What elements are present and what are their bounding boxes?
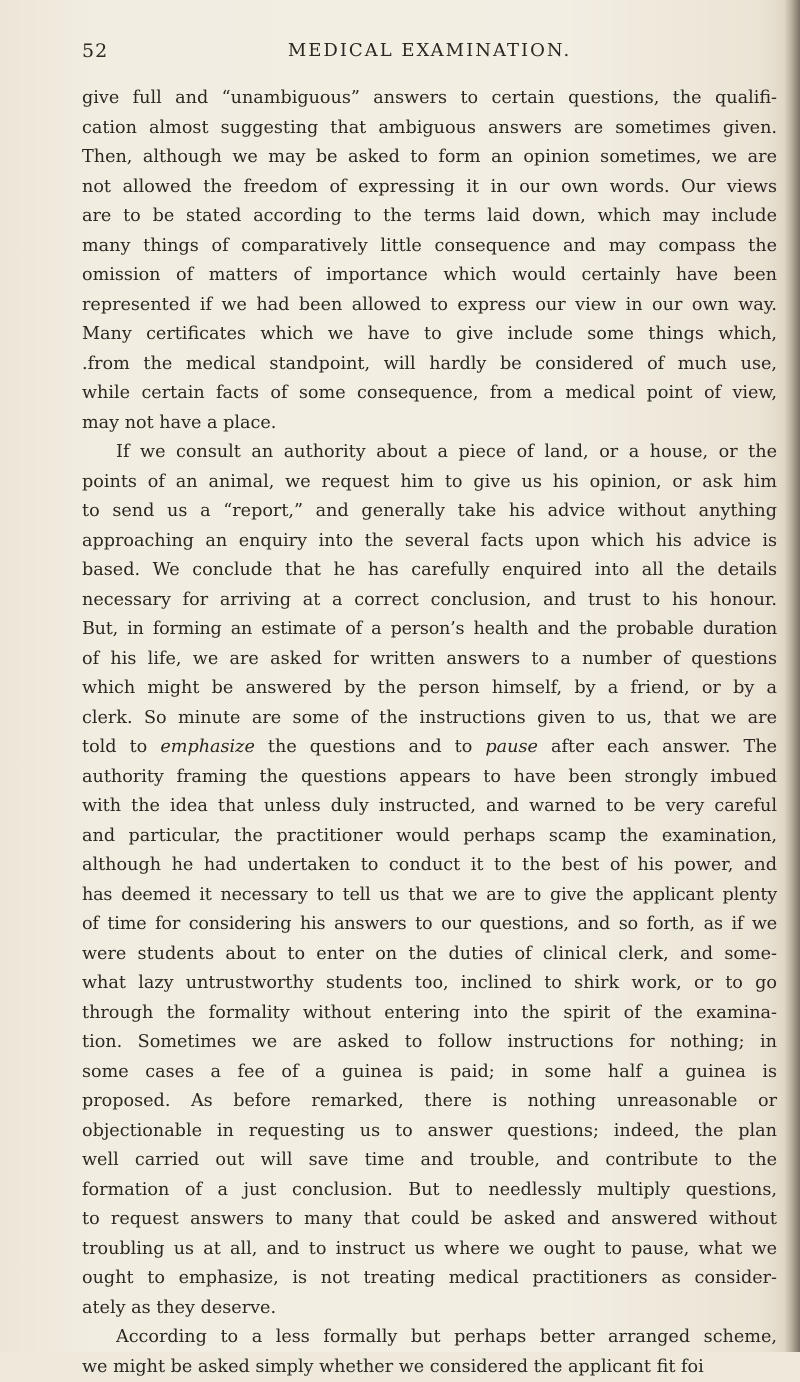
text-line: troubling us at all, and to instruct us where we ought to pause, what we — [82, 1235, 777, 1265]
text-line: ought to emphasize, is not treating medical practitioners as consider- — [82, 1264, 777, 1294]
text-line-with-italics — [82, 733, 777, 763]
text-line: with the idea that unless duly instructed, and warned to be very careful — [82, 792, 777, 822]
text-line: But, in forming an estimate of a person’s health and the probable duration — [82, 615, 777, 645]
text-line: necessary for arriving at a correct conclusion, and trust to his honour. — [82, 586, 777, 616]
text-line: which might be answered by the person himself, by a friend, or by a — [82, 674, 777, 704]
running-title: MEDICAL EXAMINATION. — [82, 40, 777, 61]
text-line: well carried out will save time and trouble, and contribute to the — [82, 1146, 777, 1176]
text-line: .from the medical standpoint, will hardly be considered of much use, — [82, 350, 777, 380]
text-line: we might be asked simply whether we considered the applicant fit foi — [82, 1353, 777, 1382]
text-line: and particular, the practitioner would perhaps scamp the examination, — [82, 822, 777, 852]
text-line: has deemed it necessary to tell us that we are to give the applicant plenty — [82, 881, 777, 911]
body-text — [82, 84, 777, 1382]
text-line: of time for considering his answers to our questions, and so forth, as if we — [82, 910, 777, 940]
text-line: ately as they deserve. — [82, 1294, 777, 1324]
text-line: to request answers to many that could be asked and answered without — [82, 1205, 777, 1235]
text-line: approaching an enquiry into the several facts upon which his advice is — [82, 527, 777, 557]
text-line: omission of matters of importance which would certainly have been — [82, 261, 777, 291]
text-line: not allowed the freedom of expressing it in our own words. Our views — [82, 173, 777, 203]
text-line: many things of comparatively little consequence and may compass the — [82, 232, 777, 262]
text-line: formation of a just conclusion. But to needlessly multiply questions, — [82, 1176, 777, 1206]
text-line: points of an animal, we request him to give us his opinion, or ask him — [82, 468, 777, 498]
page-header — [82, 40, 777, 68]
text-line: Then, although we may be asked to form an opinion sometimes, we are — [82, 143, 777, 173]
text-line: cation almost suggesting that ambiguous answers are sometimes given. — [82, 114, 777, 144]
text-segment: after each answer. The — [551, 737, 777, 757]
text-line: to send us a “report,” and generally take his advice without anything — [82, 497, 777, 527]
text-line: while certain facts of some consequence, from a medical point of view, — [82, 379, 777, 409]
text-line: objectionable in requesting us to answer questions; indeed, the plan — [82, 1117, 777, 1147]
text-line: were students about to enter on the duties of clinical clerk, and some- — [82, 940, 777, 970]
italic-word-pause: pause — [485, 737, 538, 757]
italic-word-emphasize: emphasize — [160, 737, 255, 757]
text-line: Many certificates which we have to give include some things which, — [82, 320, 777, 350]
paragraph-start-line: According to a less formally but perhaps better arranged scheme, — [82, 1323, 777, 1353]
text-line: clerk. So minute are some of the instructions given to us, that we are — [82, 704, 777, 734]
text-line: what lazy untrustworthy students too, inclined to shirk work, or to go — [82, 969, 777, 999]
text-line: are to be stated according to the terms laid down, which may include — [82, 202, 777, 232]
text-line: based. We conclude that he has carefully enquired into all the details — [82, 556, 777, 586]
text-segment: the questions and to — [268, 737, 472, 757]
text-line: may not have a place. — [82, 409, 777, 439]
text-line: of his life, we are asked for written answers to a number of questions — [82, 645, 777, 675]
text-line: proposed. As before remarked, there is nothing unreasonable or — [82, 1087, 777, 1117]
paragraph-start-line: If we consult an authority about a piece of land, or a house, or the — [82, 438, 777, 468]
page-number: 52 — [82, 40, 108, 62]
text-line: authority framing the questions appears to have been strongly imbued — [82, 763, 777, 793]
text-line: although he had undertaken to conduct it to the best of his power, and — [82, 851, 777, 881]
text-line: through the formality without entering into the spirit of the examina- — [82, 999, 777, 1029]
page-edge-shadow — [784, 0, 800, 1352]
text-segment: told to — [82, 737, 147, 757]
text-line: give full and “unambiguous” answers to certain questions, the qualifi- — [82, 84, 777, 114]
text-line: tion. Sometimes we are asked to follow instructions for nothing; in — [82, 1028, 777, 1058]
text-line: represented if we had been allowed to express our view in our own way. — [82, 291, 777, 321]
text-line: some cases a fee of a guinea is paid; in some half a guinea is — [82, 1058, 777, 1088]
